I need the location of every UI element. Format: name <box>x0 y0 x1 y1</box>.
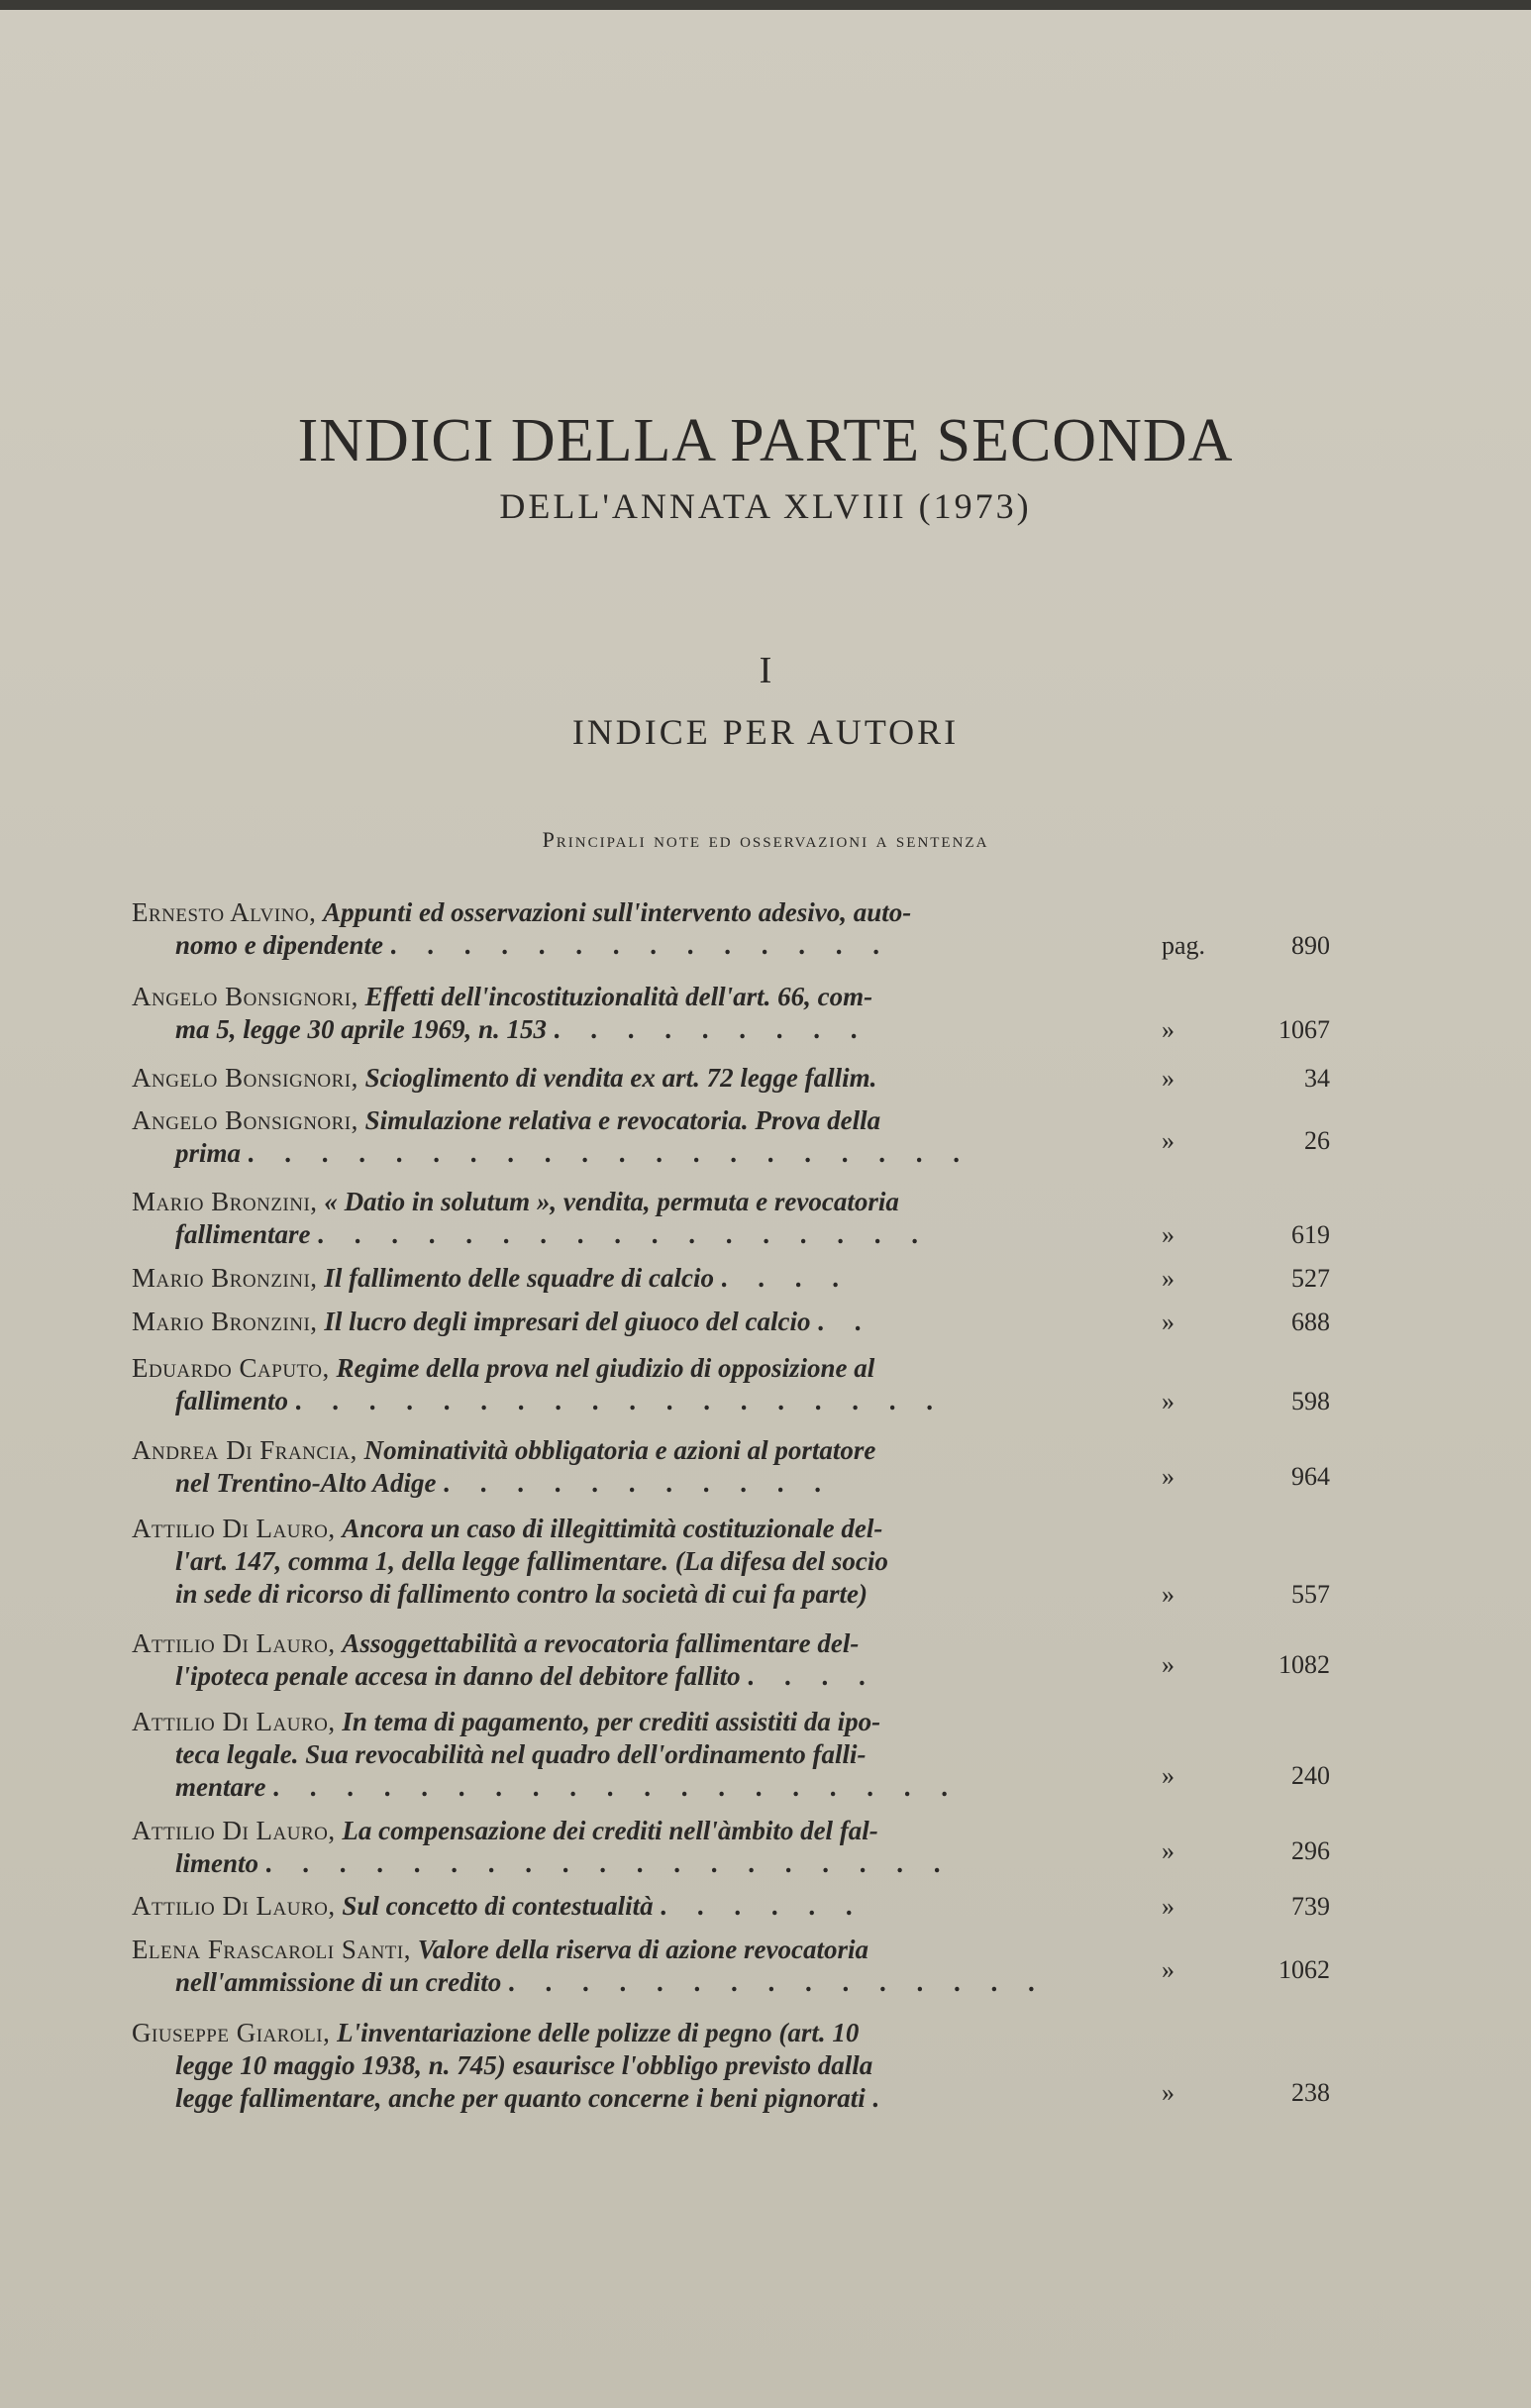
page-prefix: » <box>1162 1064 1174 1093</box>
leader-dots: . . . . . . . . . . . . . . . . . . <box>294 1386 945 1415</box>
page-number: 964 <box>1291 1462 1330 1491</box>
leader-dots: . <box>871 2083 891 2113</box>
leader-dots: . . . . . . <box>660 1891 865 1921</box>
subtitle: DELL'ANNATA XLVIII (1973) <box>499 486 1032 526</box>
entry-title: Nominatività obbligatoria e azioni al portatore <box>363 1435 876 1465</box>
entry-title: La compensazione dei crediti nell'àmbito del fal- <box>342 1816 878 1845</box>
entry-author: Giuseppe Giaroli, <box>132 2018 331 2047</box>
entry-author: Mario Bronzini, <box>132 1187 318 1216</box>
page-prefix: » <box>1162 1836 1174 1865</box>
entry-title-cont: legge 10 maggio 1938, n. 745) esaurisce l'obbligo previsto dalla <box>175 2050 873 2080</box>
entry-author: Attilio Di Lauro, <box>132 1628 336 1658</box>
page-number: 688 <box>1291 1308 1330 1336</box>
entry-title: Regime della prova nel giudizio di opposizione al <box>336 1353 875 1383</box>
page-prefix: » <box>1162 1264 1174 1293</box>
index-title: INDICE PER AUTORI <box>571 712 960 752</box>
page-number: 1067 <box>1278 1015 1330 1044</box>
entry-author: Andrea Di Francia, <box>132 1435 357 1465</box>
entry-title-cont: limento <box>175 1848 259 1878</box>
page-number: 296 <box>1291 1836 1330 1865</box>
entry-title: Sul concetto di contestualità <box>342 1891 654 1921</box>
page-number: 26 <box>1304 1126 1330 1155</box>
entry-title: Appunti ed osservazioni sull'intervento adesivo, auto- <box>323 897 912 927</box>
entry-title: « Datio in solutum », vendita, permuta e revocatoria <box>324 1187 899 1216</box>
page-prefix: pag. <box>1162 931 1206 960</box>
entry-title: Scioglimento di vendita ex art. 72 legge fallim. <box>364 1063 877 1093</box>
section-number: I <box>759 650 772 691</box>
page-prefix: » <box>1162 1462 1174 1491</box>
page-number: 598 <box>1291 1387 1330 1415</box>
entry-title: Il fallimento delle squadre di calcio <box>324 1263 715 1293</box>
entry-title-cont: legge fallimentare, anche per quanto concerne i beni pignorati <box>175 2083 866 2113</box>
entry-title-cont: fallimento <box>175 1386 288 1415</box>
page-number: 1082 <box>1278 1650 1330 1679</box>
leader-dots: . . . . . . . . . . . . . . . . . . . <box>272 1772 960 1802</box>
leader-dots: . . . . . . . . . . . <box>443 1468 834 1498</box>
leader-dots: . . . . . . . . . <box>553 1014 869 1044</box>
page-prefix: » <box>1162 1580 1174 1609</box>
entry-title-cont: nomo e dipendente <box>175 930 383 960</box>
page-number: 557 <box>1291 1580 1330 1609</box>
entry-title-cont: fallimentare <box>175 1219 311 1249</box>
page-number: 890 <box>1291 931 1330 960</box>
page-prefix: » <box>1162 1308 1174 1336</box>
section-heading: Principali note ed osservazioni a sentenza <box>542 827 989 852</box>
page-number: 240 <box>1291 1761 1330 1790</box>
main-title: INDICI DELLA PARTE SECONDA <box>297 407 1234 474</box>
entry-author: Mario Bronzini, <box>132 1307 318 1336</box>
leader-dots: . . . . . . . . . . . . . . . . . <box>317 1219 930 1249</box>
page-number: 739 <box>1291 1892 1330 1921</box>
page-prefix: » <box>1162 1761 1174 1790</box>
entry-title-cont: l'ipoteca penale accesa in danno del debitore fallito <box>175 1661 741 1691</box>
page-prefix: » <box>1162 1955 1174 1984</box>
entry-title-cont: prima <box>175 1138 242 1168</box>
leader-dots: . . . . . . . . . . . . . . <box>389 930 891 960</box>
entry-author: Elena Frascaroli Santi, <box>132 1935 411 1964</box>
leader-dots: . . . . . . . . . . . . . . . <box>508 1967 1047 1997</box>
entry-author: Angelo Bonsignori, <box>132 1063 358 1093</box>
entry-title-cont: teca legale. Sua revocabilità nel quadro dell'ordinamento falli- <box>175 1739 867 1769</box>
entry-title: Simulazione relativa e revocatoria. Prova della <box>364 1105 881 1135</box>
entry-title: Il lucro degli impresari del giuoco del calcio <box>324 1307 811 1336</box>
entry-title-cont: ma 5, legge 30 aprile 1969, n. 153 <box>175 1014 547 1044</box>
entry-author: Attilio Di Lauro, <box>132 1514 336 1543</box>
leader-dots: . . <box>817 1307 873 1336</box>
entry-title-cont: nell'ammissione di un credito <box>175 1967 502 1997</box>
entry-title: L'inventariazione delle polizze di pegno (art. 10 <box>337 2018 860 2047</box>
page-prefix: » <box>1162 1220 1174 1249</box>
entry-title-cont: mentare <box>175 1772 266 1802</box>
entry-title-cont: nel Trentino-Alto Adige <box>175 1468 437 1498</box>
entry-title: In tema di pagamento, per crediti assistiti da ipo- <box>342 1707 881 1736</box>
page-prefix: » <box>1162 1015 1174 1044</box>
leader-dots: . . . . <box>720 1263 852 1293</box>
entry-title: Ancora un caso di illegittimità costituzionale del- <box>342 1514 883 1543</box>
page-prefix: » <box>1162 1892 1174 1921</box>
entry-author: Attilio Di Lauro, <box>132 1891 336 1921</box>
page-number: 34 <box>1304 1064 1330 1093</box>
entry-title: Assoggettabilità a revocatoria fallimentare del- <box>342 1628 860 1658</box>
entry-author: Eduardo Caputo, <box>132 1353 330 1383</box>
entry-author: Angelo Bonsignori, <box>132 982 358 1011</box>
entry-title: Effetti dell'incostituzionalità dell'art. 66, com- <box>364 982 873 1011</box>
entry-author: Attilio Di Lauro, <box>132 1816 336 1845</box>
entry-title: Valore della riserva di azione revocatoria <box>417 1935 868 1964</box>
page-number: 238 <box>1291 2078 1330 2107</box>
leader-dots: . . . . <box>747 1661 877 1691</box>
entry-title-cont: in sede di ricorso di fallimento contro la società di cui fa parte) <box>175 1579 868 1609</box>
entry-author: Angelo Bonsignori, <box>132 1105 358 1135</box>
page-prefix: » <box>1162 1126 1174 1155</box>
entry-author: Attilio Di Lauro, <box>132 1707 336 1736</box>
page-prefix: » <box>1162 1650 1174 1679</box>
entry-author: Ernesto Alvino, <box>132 897 317 927</box>
entry-title-cont: l'art. 147, comma 1, della legge fallimentare. (La difesa del socio <box>175 1546 888 1576</box>
leader-dots: . . . . . . . . . . . . . . . . . . . <box>264 1848 953 1878</box>
entry-author: Mario Bronzini, <box>132 1263 318 1293</box>
page-number: 619 <box>1291 1220 1330 1249</box>
page-number: 1062 <box>1278 1955 1330 1984</box>
page-prefix: » <box>1162 1387 1174 1415</box>
page-prefix: » <box>1162 2078 1174 2107</box>
page-number: 527 <box>1291 1264 1330 1293</box>
leader-dots: . . . . . . . . . . . . . . . . . . . . <box>247 1138 972 1168</box>
